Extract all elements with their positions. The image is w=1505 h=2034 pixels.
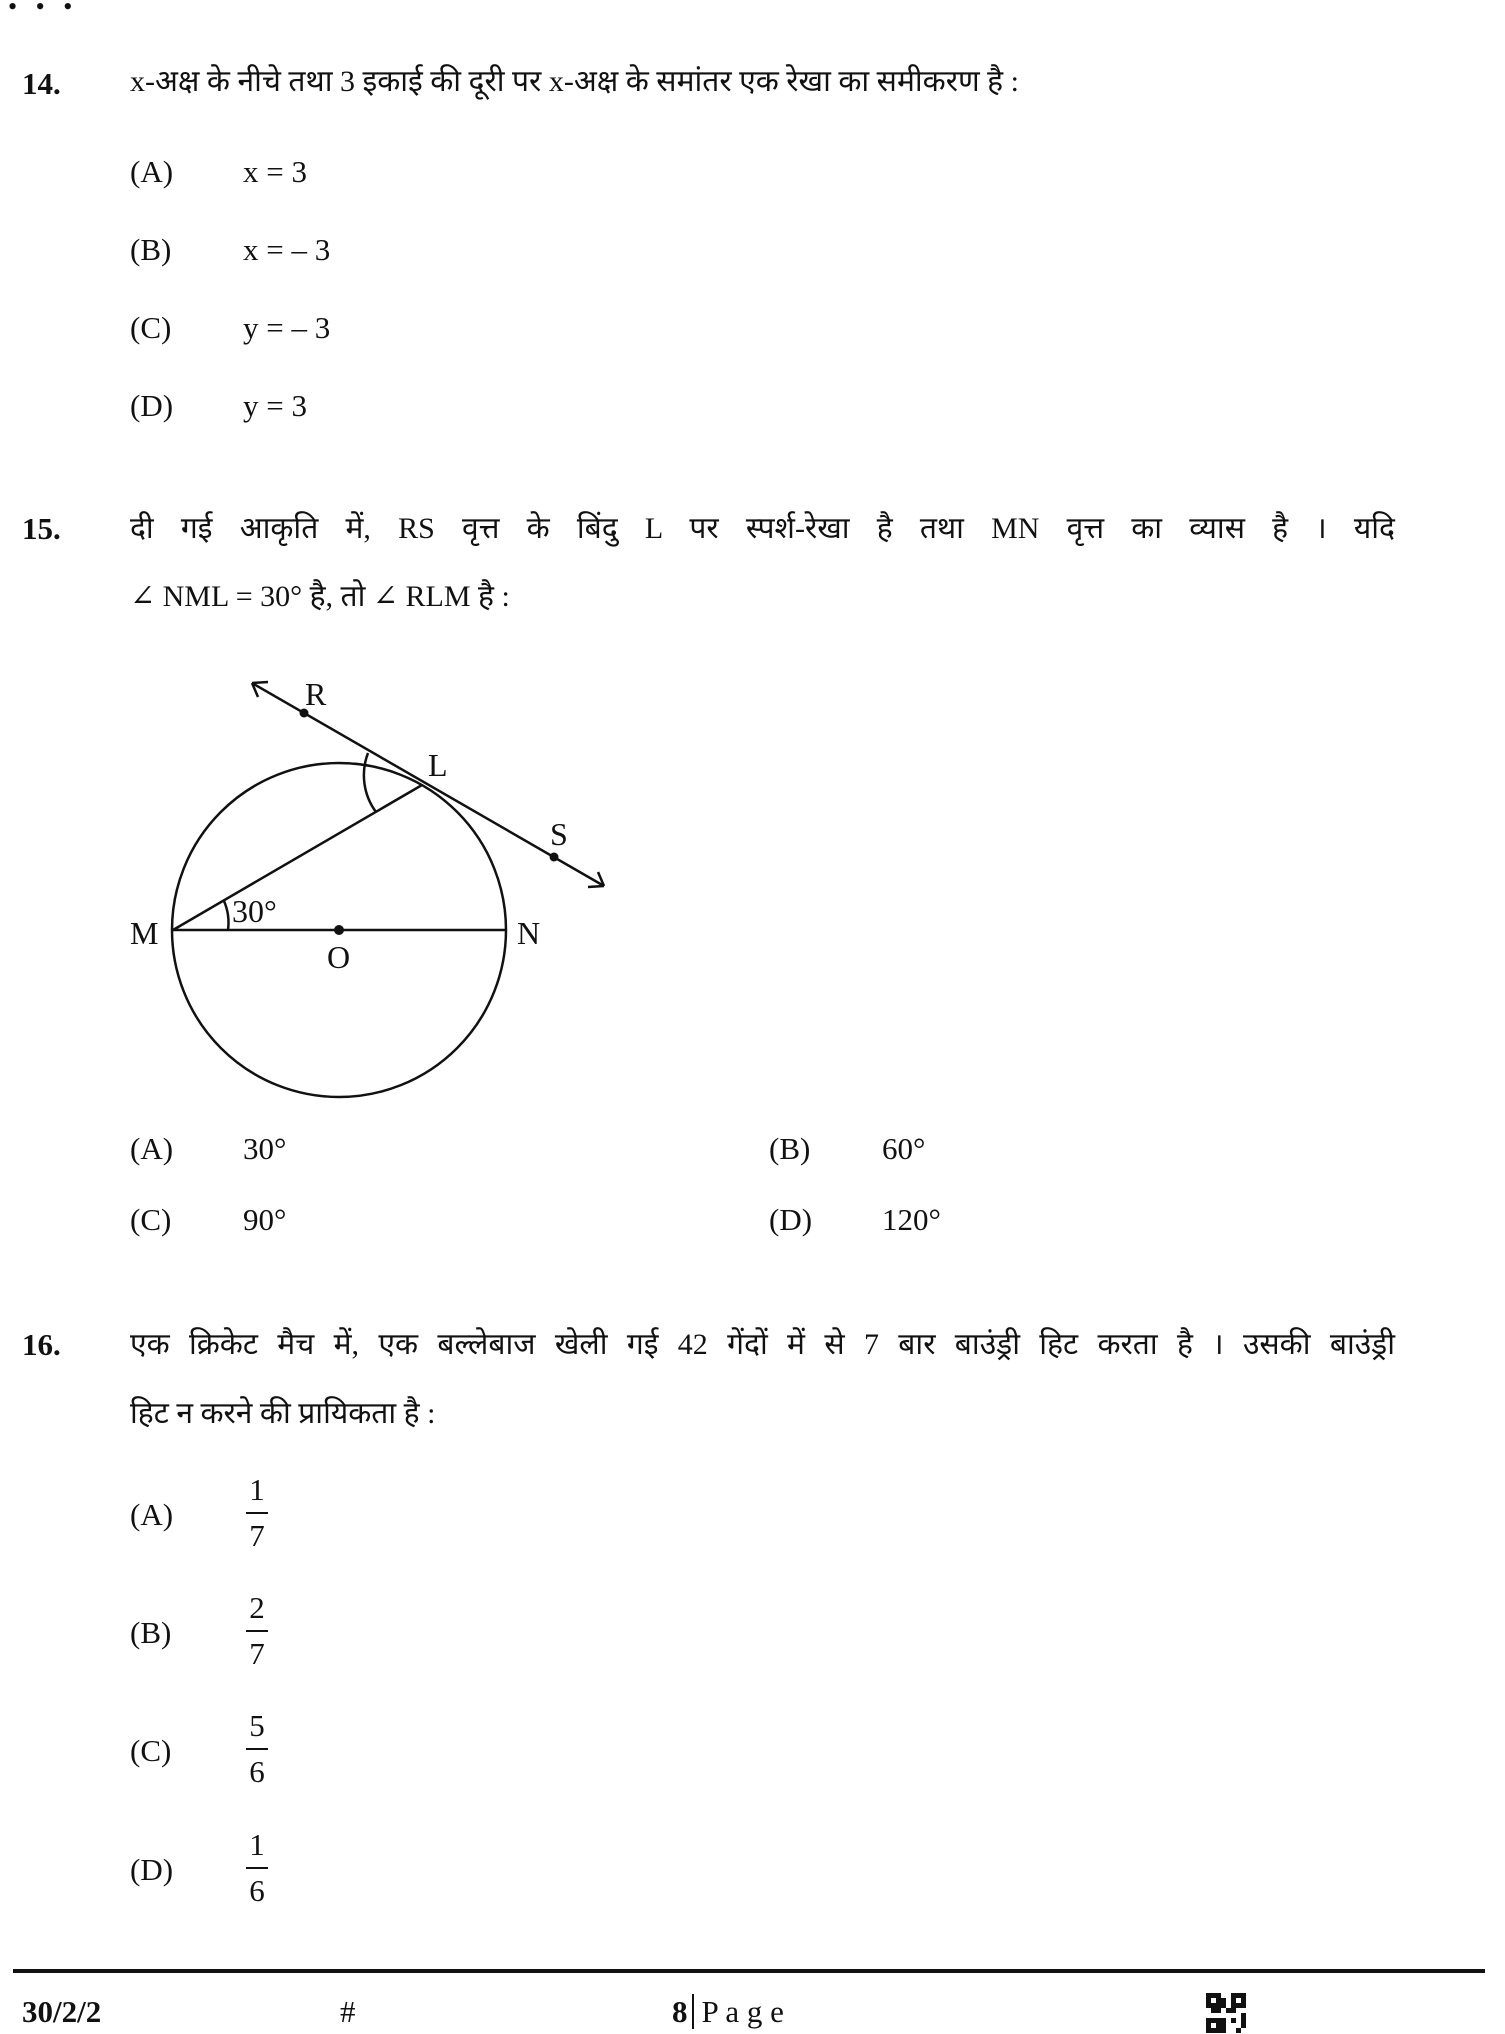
- footer-page: [672, 1994, 784, 2030]
- menu-dots[interactable]: • • •: [8, 0, 79, 21]
- question-16-text-line2: हिट न करने की प्रायिकता है :: [130, 1397, 436, 1430]
- option-label: (A): [130, 1131, 174, 1166]
- numerator: 5: [249, 1708, 265, 1743]
- fraction-bar: [246, 1867, 268, 1869]
- option-fraction[interactable]: [246, 1472, 268, 1554]
- question-15-number: 15.: [22, 511, 61, 546]
- circle-tangent-figure: [0, 0, 700, 1140]
- fraction-bar: [246, 1748, 268, 1750]
- option-label: (D): [130, 388, 174, 423]
- option-value[interactable]: y = 3: [243, 388, 307, 423]
- option-label: (C): [130, 1733, 172, 1768]
- denominator: 6: [249, 1754, 265, 1789]
- numerator: 1: [249, 1472, 265, 1507]
- question-14-text: x-अक्ष के नीचे तथा 3 इकाई की दूरी पर x-अक्ष के समांतर एक रेखा का समीकरण है :: [130, 65, 1019, 98]
- option-fraction[interactable]: [246, 1590, 268, 1672]
- label-s: S: [550, 816, 568, 852]
- label-angle-30: 30°: [232, 893, 277, 929]
- label-m: M: [130, 915, 159, 951]
- question-14-number: 14.: [22, 66, 61, 101]
- center-point: [334, 925, 344, 935]
- page-separator: [692, 1994, 694, 2029]
- question-15-text-line1: दी गई आकृति में, RS वृत्त के बिंदु L पर स्पर्श-रेखा है तथा MN वृत्त का व्यास है । यदि: [130, 512, 1395, 545]
- question-16-text-line1: एक क्रिकेट मैच में, एक बल्लेबाज खेली गई 42 गेंदों में से 7 बार बाउंड्री हिट करता है । उसकी बाउंड्री: [130, 1328, 1395, 1361]
- option-label: (B): [769, 1131, 811, 1166]
- footer-paper-code: 30/2/2: [22, 1994, 102, 2029]
- option-value[interactable]: 60°: [882, 1131, 926, 1166]
- qr-code-icon: [1206, 1993, 1246, 2033]
- numerator: 1: [249, 1827, 265, 1862]
- denominator: 7: [249, 1636, 265, 1671]
- footer-hash: #: [340, 1994, 356, 2029]
- page-number: 8: [672, 1994, 688, 2029]
- label-l: L: [428, 747, 448, 783]
- page-label: P a g e: [701, 1994, 784, 2029]
- option-fraction[interactable]: [246, 1708, 268, 1790]
- option-label: (A): [130, 1497, 174, 1532]
- option-value[interactable]: y = – 3: [243, 310, 331, 345]
- fraction-bar: [246, 1512, 268, 1514]
- label-r: R: [305, 676, 327, 712]
- option-label: (B): [130, 232, 172, 267]
- label-n: N: [517, 915, 541, 951]
- option-value[interactable]: 90°: [243, 1202, 287, 1237]
- question-16-number: 16.: [22, 1327, 61, 1362]
- option-value[interactable]: 30°: [243, 1131, 287, 1166]
- label-o: O: [327, 939, 351, 975]
- option-value[interactable]: x = – 3: [243, 232, 331, 267]
- numerator: 2: [249, 1590, 265, 1625]
- point-s: [550, 853, 559, 862]
- denominator: 6: [249, 1873, 265, 1908]
- angle-arc-nml: [224, 901, 228, 930]
- fraction-bar: [246, 1630, 268, 1632]
- option-label: (A): [130, 154, 174, 189]
- angle-arc-rlm: [364, 753, 376, 812]
- question-15-text-line2: ∠ NML = 30° है, तो ∠ RLM है :: [130, 580, 510, 613]
- option-label: (B): [130, 1615, 172, 1650]
- option-value[interactable]: 120°: [882, 1202, 941, 1237]
- denominator: 7: [249, 1518, 265, 1553]
- option-label: (C): [130, 1202, 172, 1237]
- option-label: (C): [130, 310, 172, 345]
- footer-divider: [13, 1969, 1485, 1973]
- option-label: (D): [769, 1202, 813, 1237]
- option-value[interactable]: x = 3: [243, 154, 307, 189]
- option-label: (D): [130, 1852, 174, 1887]
- chord-ml: [173, 785, 422, 930]
- option-fraction[interactable]: [246, 1827, 268, 1909]
